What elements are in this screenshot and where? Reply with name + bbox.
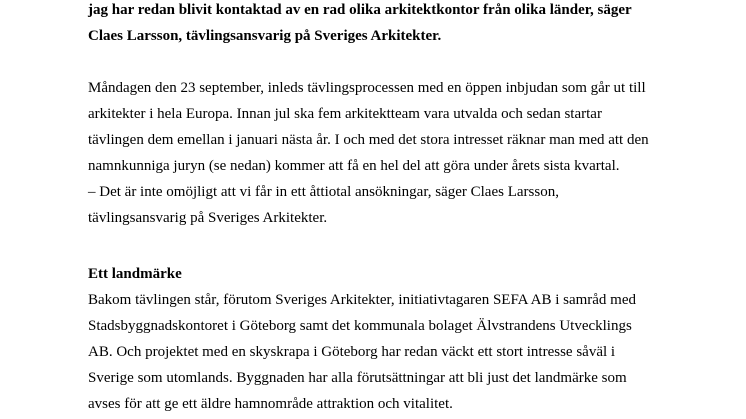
paragraph1-line-3: tävlingen dem emellan i januari nästa år. I och med det stora intresset räknar man med att den [88, 132, 649, 148]
section2-line-2: Stadsbyggnadskontoret i Göteborg samt det kommunala bolaget Älvstrandens Utvecklings [88, 318, 632, 334]
section2-line-3: AB. Och projektet med en skyskrapa i Göteborg har redan väckt ett stort intresse såväl i [88, 344, 616, 360]
section-heading: Ett landmärke [88, 266, 182, 282]
paragraph1-line-6: tävlingsansvarig på Sveriges Arkitekter. [88, 210, 328, 226]
paragraph1-line-4: namnkunniga juryn (se nedan) kommer att få en hel del att göra under årets sista kvartal. [88, 158, 620, 174]
paragraph1-line-5: – Det är inte omöjligt att vi får in ett åttiotal ansökningar, säger Claes Larsson, [88, 184, 559, 200]
section2-line-1: Bakom tävlingen står, förutom Sveriges Arkitekter, initiativtagaren SEFA AB i samråd med [88, 292, 637, 308]
section2-line-4: Sverige som utomlands. Byggnaden har alla förutsättningar att bli just det landmärke som [88, 370, 627, 386]
intro-line-2: Claes Larsson, tävlingsansvarig på Sveriges Arkitekter. [88, 28, 442, 44]
paragraph1-line-2: arkitekter i hela Europa. Innan jul ska fem arkitektteam vara utvalda och sedan startar [88, 106, 602, 122]
section2-line-5: avses för att ge ett äldre hamnområde attraktion och vitalitet. [88, 396, 453, 412]
paragraph1-line-1: Måndagen den 23 september, inleds tävlingsprocessen med en öppen inbjudan som går ut till [88, 80, 646, 96]
intro-line-1: jag har redan blivit kontaktad av en rad olika arkitektkontor från olika länder, säger [88, 2, 632, 18]
